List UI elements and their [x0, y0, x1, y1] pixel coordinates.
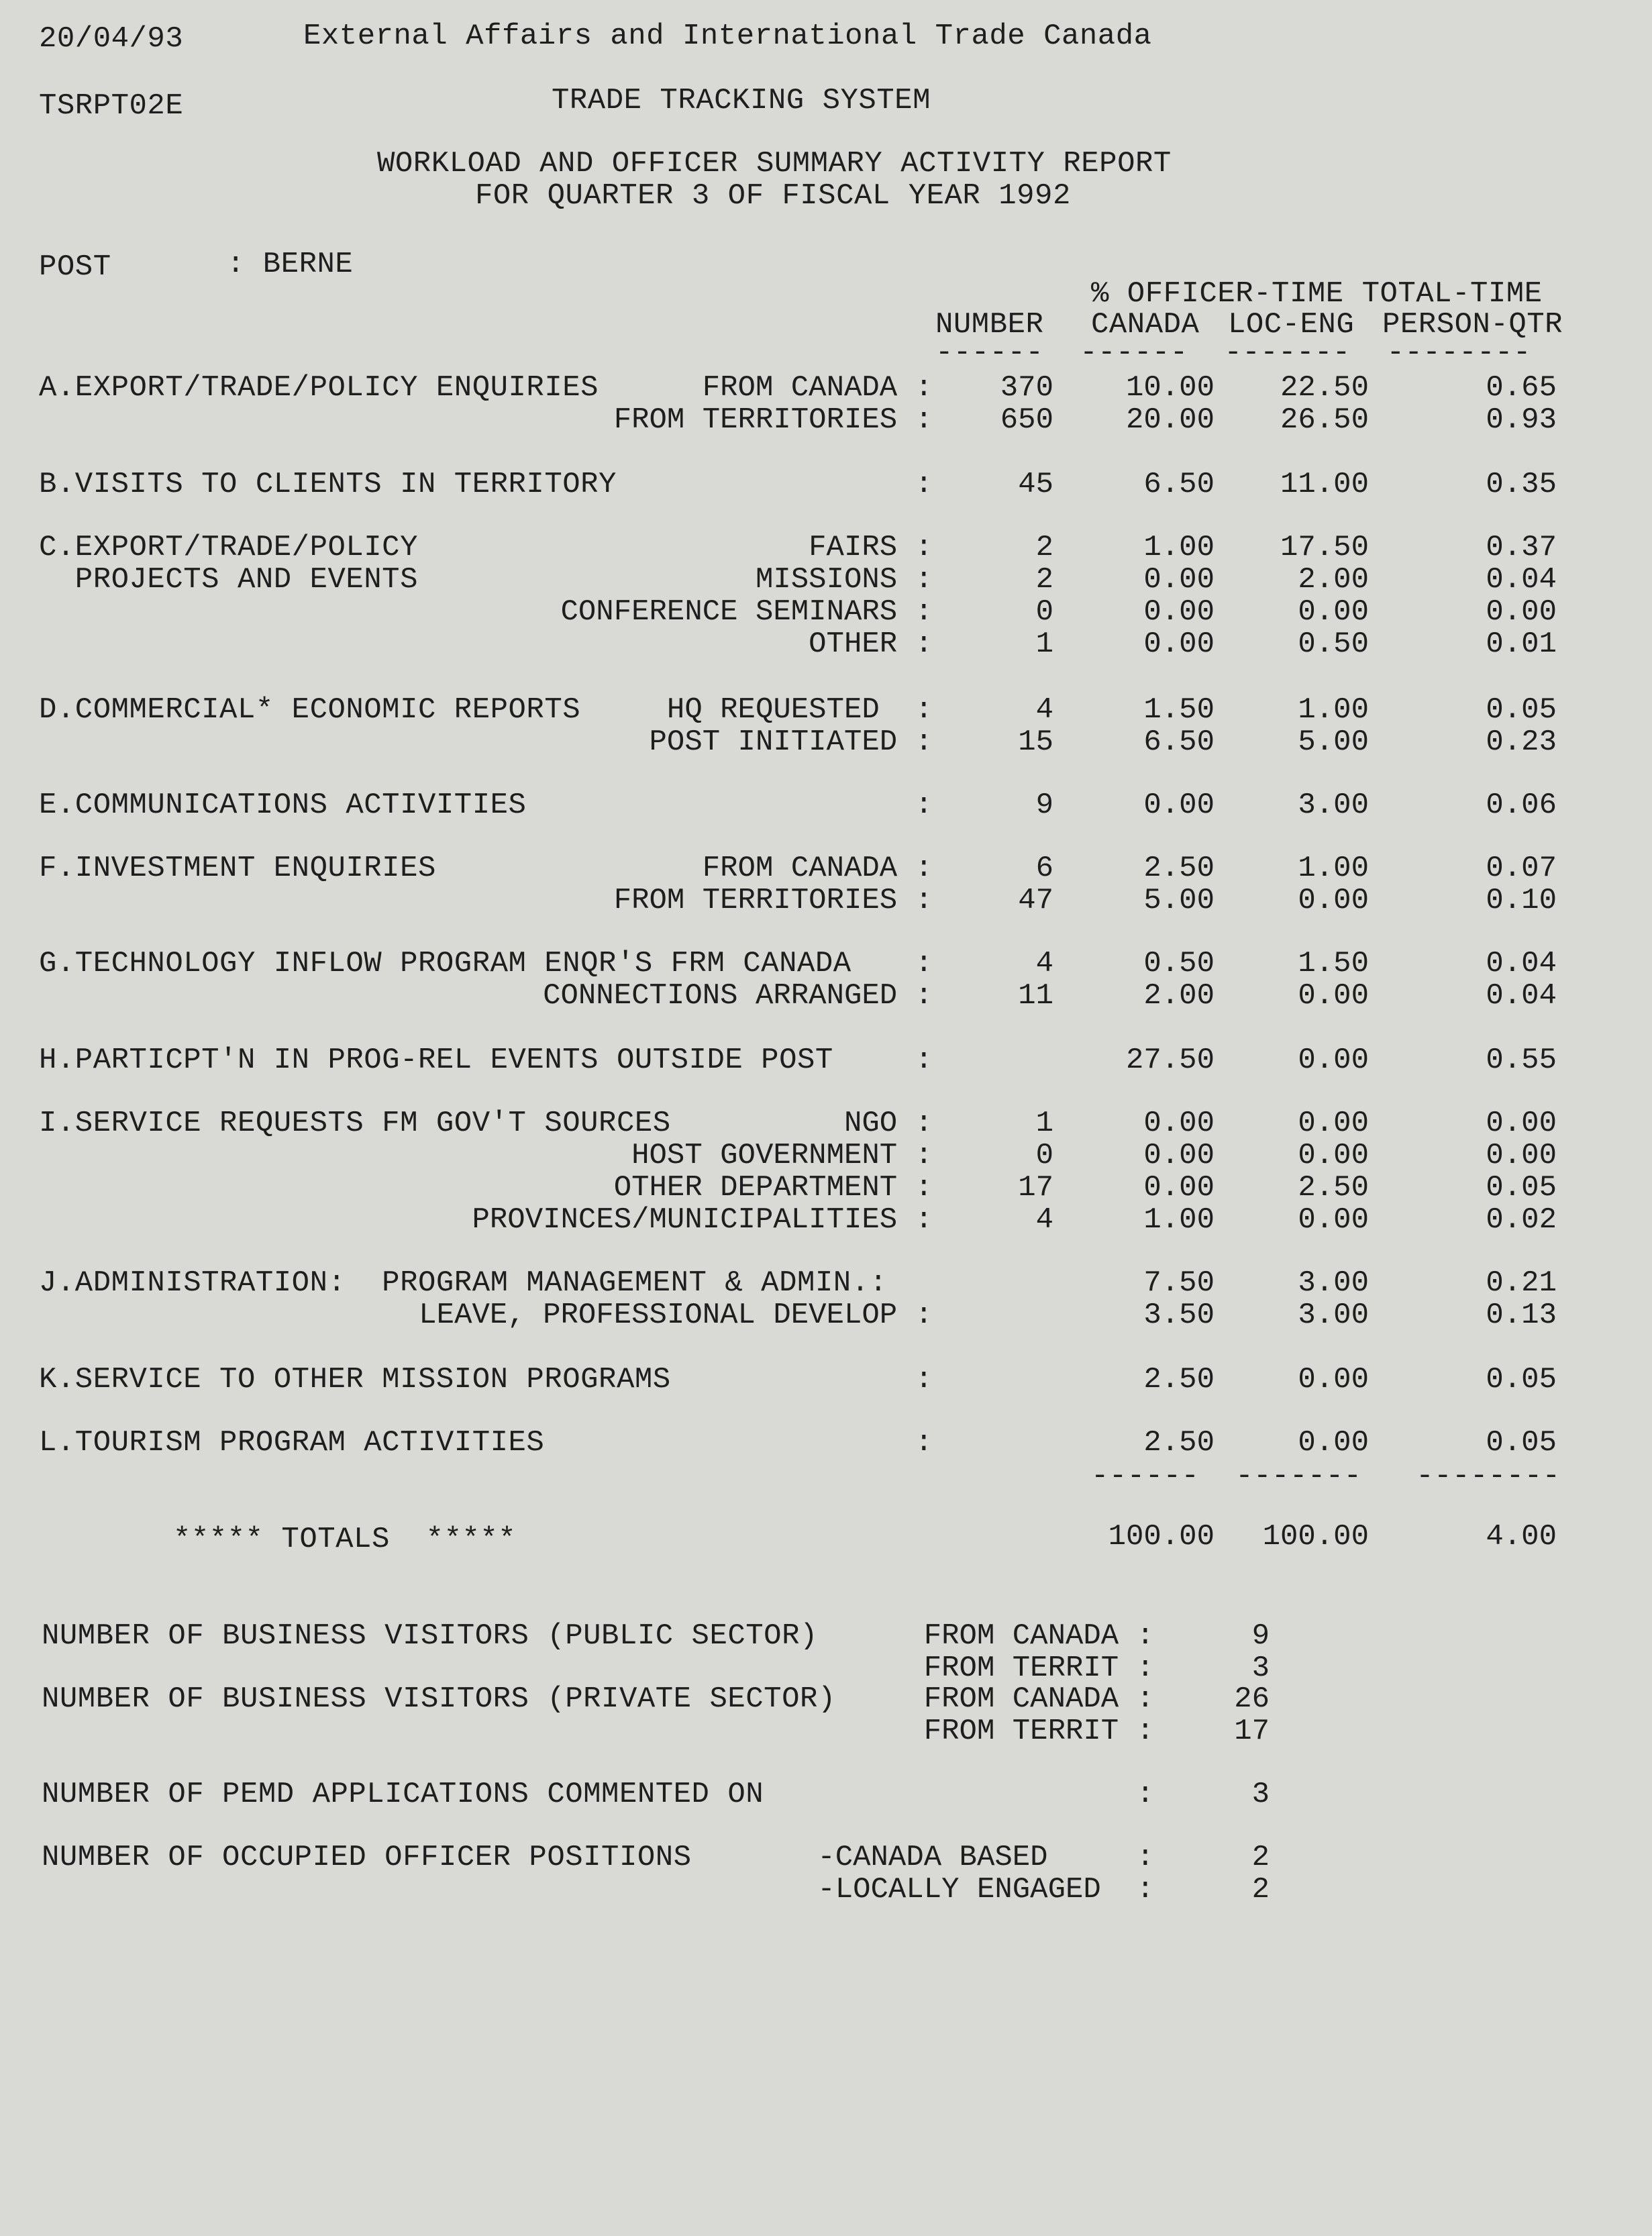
report-date: 20/04/93 [39, 22, 184, 56]
visitor-value: 3 [1251, 1651, 1270, 1685]
row-sublabel: : [915, 468, 933, 501]
row-sublabel: FAIRS : [809, 531, 933, 564]
row-canada: 27.50 [1125, 1044, 1215, 1077]
row-person-qtr: 0.65 [1486, 371, 1557, 405]
row-person-qtr: 0.07 [1486, 852, 1557, 885]
row-number: 6 [1035, 852, 1053, 885]
report-id: TSRPT02E [39, 89, 184, 123]
row-number: 650 [1000, 403, 1053, 437]
row-canada: 1.00 [1143, 531, 1215, 564]
row-loc-eng: 17.50 [1280, 531, 1369, 564]
column-header-canada: CANADA [1091, 308, 1200, 342]
totals-loc-eng: 100.00 [1262, 1520, 1369, 1554]
post-value: : BERNE [227, 248, 354, 281]
row-loc-eng: 2.50 [1298, 1171, 1369, 1205]
row-sublabel: PROVINCES/MUNICIPALITIES : [472, 1203, 933, 1237]
row-sublabel: CONFERENCE SEMINARS : [560, 595, 933, 629]
row-person-qtr: 0.01 [1486, 627, 1557, 661]
row-number: 9 [1035, 789, 1053, 822]
visitor-value: 3 [1251, 1778, 1270, 1811]
row-label: B.VISITS TO CLIENTS IN TERRITORY [39, 468, 617, 501]
column-header-number: NUMBER [935, 308, 1044, 342]
row-sublabel: NGO : [843, 1107, 933, 1140]
row-person-qtr: 0.00 [1486, 1139, 1557, 1172]
row-loc-eng: 11.00 [1280, 468, 1369, 501]
row-person-qtr: 0.04 [1486, 979, 1557, 1013]
visitor-sublabel: FROM CANADA : [923, 1682, 1154, 1716]
organization-name: External Affairs and International Trade Canada [303, 19, 1152, 53]
totals-canada: 100.00 [1108, 1520, 1215, 1554]
row-canada: 7.50 [1143, 1266, 1215, 1300]
row-canada: 2.50 [1143, 1363, 1215, 1396]
row-label: C.EXPORT/TRADE/POLICY [39, 531, 418, 564]
row-sublabel: : [915, 789, 933, 822]
row-person-qtr: 0.06 [1486, 789, 1557, 822]
row-canada: 10.00 [1125, 371, 1215, 405]
row-number: 4 [1035, 693, 1053, 727]
row-canada: 20.00 [1125, 403, 1215, 437]
row-canada: 0.00 [1143, 789, 1215, 822]
row-label: H.PARTICPT'N IN PROG-REL EVENTS OUTSIDE POST [39, 1044, 833, 1077]
row-sublabel: : [915, 1044, 933, 1077]
totals-person-qtr: 4.00 [1486, 1520, 1557, 1554]
row-number: 45 [1018, 468, 1053, 501]
row-loc-eng: 0.00 [1298, 1363, 1369, 1396]
visitor-sublabel: FROM CANADA : [923, 1619, 1154, 1653]
row-canada: 0.00 [1143, 595, 1215, 629]
visitor-sublabel: FROM TERRIT : [923, 1715, 1154, 1748]
row-label: L.TOURISM PROGRAM ACTIVITIES [39, 1426, 545, 1460]
visitor-label: NUMBER OF BUSINESS VISITORS (PUBLIC SECTOR) [42, 1619, 818, 1653]
row-canada: 2.50 [1143, 1426, 1215, 1460]
row-number: 370 [1000, 371, 1053, 405]
row-label: K.SERVICE TO OTHER MISSION PROGRAMS [39, 1363, 671, 1396]
row-canada: 2.50 [1143, 852, 1215, 885]
row-sublabel: FROM TERRITORIES : [613, 884, 933, 917]
row-loc-eng: 0.00 [1298, 595, 1369, 629]
row-sublabel: OTHER : [809, 627, 933, 661]
row-number: 4 [1035, 947, 1053, 980]
row-sublabel: CONNECTIONS ARRANGED : [543, 979, 933, 1013]
column-header-person-qtr: PERSON-QTR [1382, 308, 1563, 342]
row-sublabel: : [915, 947, 933, 980]
column-header-loc-eng: LOC-ENG [1228, 308, 1355, 342]
row-sublabel: LEAVE, PROFESSIONAL DEVELOP : [419, 1299, 933, 1332]
row-loc-eng: 0.00 [1298, 1139, 1369, 1172]
row-person-qtr: 0.02 [1486, 1203, 1557, 1237]
row-label: D.COMMERCIAL* ECONOMIC REPORTS [39, 693, 581, 727]
row-number: 0 [1035, 1139, 1053, 1172]
row-canada: 5.00 [1143, 884, 1215, 917]
visitor-value: 9 [1251, 1619, 1270, 1653]
visitor-sublabel: -LOCALLY ENGAGED : [817, 1873, 1154, 1907]
row-person-qtr: 0.04 [1486, 947, 1557, 980]
row-sublabel: OTHER DEPARTMENT : [613, 1171, 933, 1205]
row-canada: 0.00 [1143, 563, 1215, 597]
row-canada: 0.50 [1143, 947, 1215, 980]
row-person-qtr: 0.13 [1486, 1299, 1557, 1332]
row-label: A.EXPORT/TRADE/POLICY ENQUIRIES [39, 371, 599, 405]
row-canada: 2.00 [1143, 979, 1215, 1013]
row-sublabel: : [915, 1426, 933, 1460]
row-label: I.SERVICE REQUESTS FM GOV'T SOURCES [39, 1107, 671, 1140]
row-loc-eng: 1.00 [1298, 852, 1369, 885]
row-sublabel: HQ REQUESTED : [666, 693, 933, 727]
row-person-qtr: 0.05 [1486, 1171, 1557, 1205]
row-label: G.TECHNOLOGY INFLOW PROGRAM ENQR'S FRM CANADA [39, 947, 851, 980]
row-number: 4 [1035, 1203, 1053, 1237]
visitor-value: 2 [1251, 1841, 1270, 1874]
row-loc-eng: 0.00 [1298, 979, 1369, 1013]
row-canada: 1.00 [1143, 1203, 1215, 1237]
row-person-qtr: 0.04 [1486, 563, 1557, 597]
system-name: TRADE TRACKING SYSTEM [552, 84, 931, 117]
row-person-qtr: 0.93 [1486, 403, 1557, 437]
row-loc-eng: 3.00 [1298, 1299, 1369, 1332]
totals-label: ***** TOTALS ***** [173, 1523, 517, 1556]
row-canada: 0.00 [1143, 1171, 1215, 1205]
row-label: E.COMMUNICATIONS ACTIVITIES [39, 789, 527, 822]
row-person-qtr: 0.37 [1486, 531, 1557, 564]
row-person-qtr: 0.23 [1486, 725, 1557, 759]
row-sublabel: FROM CANADA : [702, 371, 933, 405]
row-loc-eng: 1.00 [1298, 693, 1369, 727]
visitor-label: NUMBER OF BUSINESS VISITORS (PRIVATE SECTOR) [42, 1682, 836, 1716]
column-group-header: % OFFICER-TIME TOTAL-TIME [1091, 277, 1543, 311]
row-canada: 0.00 [1143, 1107, 1215, 1140]
visitor-sublabel: FROM TERRIT : [923, 1651, 1154, 1685]
row-loc-eng: 3.00 [1298, 789, 1369, 822]
row-sublabel: : [915, 1363, 933, 1396]
row-loc-eng: 5.00 [1298, 725, 1369, 759]
row-person-qtr: 0.05 [1486, 1363, 1557, 1396]
row-person-qtr: 0.00 [1486, 1107, 1557, 1140]
visitor-label: NUMBER OF PEMD APPLICATIONS COMMENTED ON [42, 1778, 764, 1811]
row-loc-eng: 0.00 [1298, 1203, 1369, 1237]
totals-underline: ------ ------- -------- [1091, 1460, 1561, 1493]
row-number: 11 [1018, 979, 1053, 1013]
row-loc-eng: 0.00 [1298, 884, 1369, 917]
visitor-sublabel: -CANADA BASED : [817, 1841, 1154, 1874]
row-sublabel: MISSIONS : [755, 563, 933, 597]
visitor-value: 17 [1234, 1715, 1270, 1748]
row-loc-eng: 0.00 [1298, 1107, 1369, 1140]
row-loc-eng: 1.50 [1298, 947, 1369, 980]
row-person-qtr: 0.21 [1486, 1266, 1557, 1300]
row-label: J.ADMINISTRATION: PROGRAM MANAGEMENT & ADMIN.: [39, 1266, 888, 1300]
row-sublabel: FROM CANADA : [702, 852, 933, 885]
row-label: F.INVESTMENT ENQUIRIES [39, 852, 436, 885]
row-loc-eng: 26.50 [1280, 403, 1369, 437]
row-loc-eng: 2.00 [1298, 563, 1369, 597]
row-sublabel: HOST GOVERNMENT : [631, 1139, 933, 1172]
row-person-qtr: 0.35 [1486, 468, 1557, 501]
row-loc-eng: 22.50 [1280, 371, 1369, 405]
row-number: 47 [1018, 884, 1053, 917]
row-loc-eng: 0.00 [1298, 1426, 1369, 1460]
visitor-label: NUMBER OF OCCUPIED OFFICER POSITIONS [42, 1841, 692, 1874]
row-canada: 0.00 [1143, 1139, 1215, 1172]
row-canada: 3.50 [1143, 1299, 1215, 1332]
report-title: WORKLOAD AND OFFICER SUMMARY ACTIVITY REPORT [377, 147, 1172, 181]
row-canada: 6.50 [1143, 468, 1215, 501]
row-label: PROJECTS AND EVENTS [39, 563, 418, 597]
visitor-value: 26 [1234, 1682, 1270, 1716]
row-person-qtr: 0.10 [1486, 884, 1557, 917]
row-number: 1 [1035, 627, 1053, 661]
row-sublabel: POST INITIATED : [649, 725, 933, 759]
row-loc-eng: 0.00 [1298, 1044, 1369, 1077]
visitor-value: 2 [1251, 1873, 1270, 1907]
row-person-qtr: 0.05 [1486, 1426, 1557, 1460]
row-sublabel: FROM TERRITORIES : [613, 403, 933, 437]
column-underline: ------ ------ ------- -------- [935, 336, 1531, 370]
row-number: 0 [1035, 595, 1053, 629]
row-number: 1 [1035, 1107, 1053, 1140]
row-canada: 6.50 [1143, 725, 1215, 759]
row-number: 2 [1035, 563, 1053, 597]
row-person-qtr: 0.05 [1486, 693, 1557, 727]
row-canada: 0.00 [1143, 627, 1215, 661]
post-label: POST [39, 250, 111, 284]
row-canada: 1.50 [1143, 693, 1215, 727]
row-number: 15 [1018, 725, 1053, 759]
row-number: 17 [1018, 1171, 1053, 1205]
row-loc-eng: 0.50 [1298, 627, 1369, 661]
row-number: 2 [1035, 531, 1053, 564]
row-loc-eng: 3.00 [1298, 1266, 1369, 1300]
visitor-sublabel: : [1136, 1778, 1154, 1811]
row-person-qtr: 0.00 [1486, 595, 1557, 629]
report-subtitle: FOR QUARTER 3 OF FISCAL YEAR 1992 [475, 179, 1071, 213]
row-person-qtr: 0.55 [1486, 1044, 1557, 1077]
